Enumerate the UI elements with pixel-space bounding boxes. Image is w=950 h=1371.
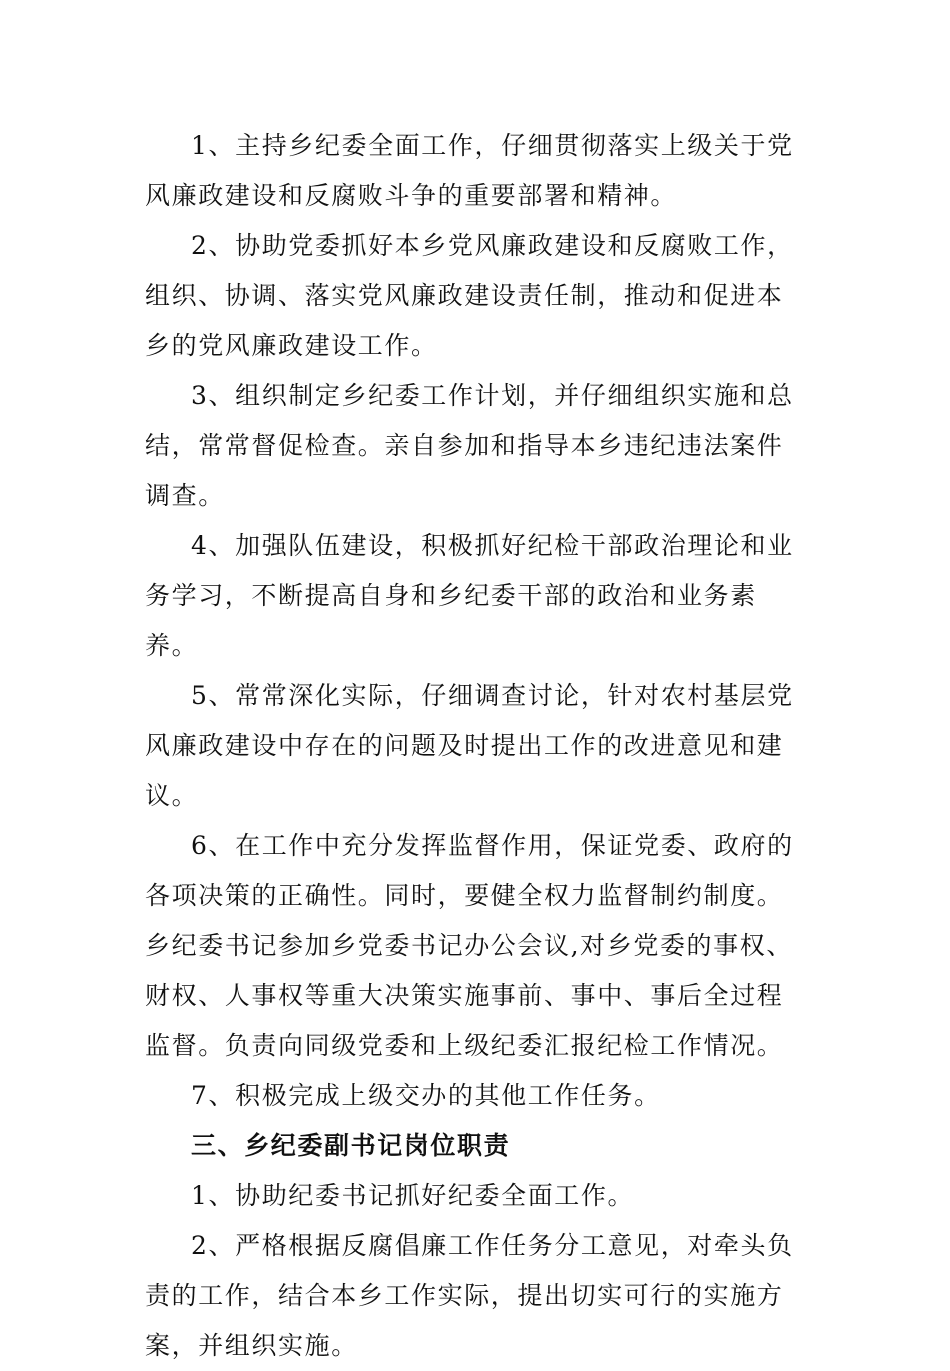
duty-item-7: 7、积极完成上级交办的其他工作任务。 [191, 1081, 661, 1110]
section-heading: 三、乡纪委副书记岗位职责 [191, 1131, 511, 1160]
duty-item-6: 6、在工作中充分发挥监督作用，保证党委、政府的各项决策的正确性。同时，要健全权力监督制约制度。乡纪委书记参加乡党委书记办公会议,对乡党委的事权、财权、人事权等重大决策实施事前、事中、事后全过程监督。负责向同级党委和上级纪委汇报纪检工作情况。 [145, 831, 794, 1060]
deputy-duty-item-1: 1、协助纪委书记抓好纪委全面工作。 [191, 1181, 635, 1210]
duty-item-5: 5、常常深化实际，仔细调查讨论，针对农村基层党风廉政建设中存在的问题及时提出工作的改进意见和建议。 [145, 681, 794, 810]
duty-item-1: 1、主持乡纪委全面工作，仔细贯彻落实上级关于党风廉政建设和反腐败斗争的重要部署和精神。 [145, 131, 794, 210]
deputy-duty-item-2: 2、严格根据反腐倡廉工作任务分工意见，对牵头负责的工作，结合本乡工作实际，提出切实可行的实施方案，并组织实施。 [145, 1231, 794, 1360]
duty-item-2: 2、协助党委抓好本乡党风廉政建设和反腐败工作，组织、协调、落实党风廉政建设责任制，推动和促进本乡的党风廉政建设工作。 [145, 231, 794, 360]
duty-item-3: 3、组织制定乡纪委工作计划，并仔细组织实施和总结，常常督促检查。亲自参加和指导本乡违纪违法案件调查。 [145, 381, 794, 510]
duty-item-4: 4、加强队伍建设，积极抓好纪检干部政治理论和业务学习，不断提高自身和乡纪委干部的政治和业务素养。 [145, 531, 794, 660]
document-body [145, 121, 805, 1371]
